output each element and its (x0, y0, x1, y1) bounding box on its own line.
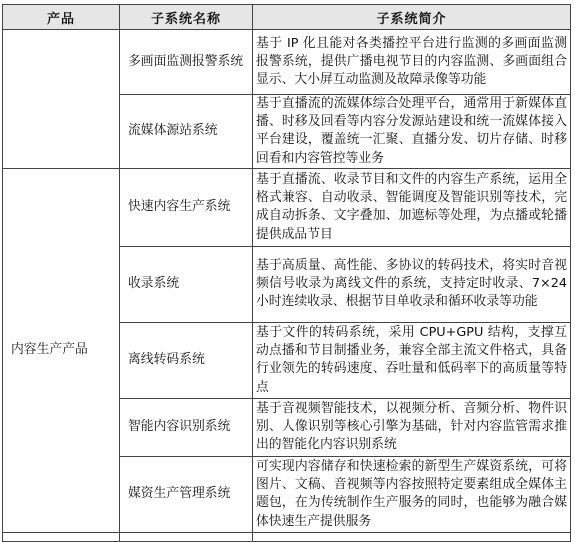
subsystem-desc: 基于直播流、收录节目和文件的内容生产系统，运用全格式兼容、自动收录、智能调度及智能识别等技术，完成自动拆条、文字叠加、加遮标等处理，为点播或轮播提供成品节目 (253, 168, 571, 246)
header-subsystem-name: 子系统名称 (120, 5, 253, 30)
subsystem-desc: 基于直播流的流媒体综合处理平台，通常用于新媒体直播、时移及回看等内容分发源站建设和统一流媒体接入平台建设，覆盖统一汇聚、直播分发、切片存储、时移回看和内容管控等业务 (253, 95, 571, 169)
subsystem-name: 媒资生产管理系统 (120, 456, 253, 532)
table-header-row (3, 5, 571, 30)
subsystem-name: 智能内容识别系统 (120, 398, 253, 456)
partial-cell (253, 532, 571, 541)
subsystem-name: 快速内容生产系统 (120, 168, 253, 246)
subsystem-name: 流媒体源站系统 (120, 95, 253, 169)
header-product: 产品 (3, 5, 120, 30)
product-table (2, 4, 571, 542)
subsystem-desc: 基于文件的转码系统，采用 CPU+GPU 结构，支撑互动点播和节目制播业务，兼容全部主流文件格式，具备行业领先的转码速度、吞吐量和低码率下的高质量等特点 (253, 322, 571, 398)
table-row (3, 168, 571, 246)
table-row-partial (3, 532, 571, 541)
subsystem-name: 多画面监测报警系统 (120, 30, 253, 95)
subsystem-name: 离线转码系统 (120, 322, 253, 398)
subsystem-desc: 基于 IP 化且能对各类播控平台进行监测的多画面监测报警系统，提供广播电视节目的内容监测、多画面组合显示、大小屏互动监测及故障录像等功能 (253, 30, 571, 95)
table-row (3, 30, 571, 95)
product-cell-top (3, 30, 120, 169)
subsystem-name: 收录系统 (120, 246, 253, 322)
subsystem-desc: 基于高质量、高性能、多协议的转码技术，将实时音视频信号收录为离线文件的系统，支持定时收录、7×24 小时连续收录、根据节目单收录和循环收录等功能 (253, 246, 571, 322)
partial-cell (3, 532, 120, 541)
partial-cell (120, 532, 253, 541)
subsystem-desc: 可实现内容储存和快速检索的新型生产媒资系统，可将图片、文稿、音视频等内容按照特定要素组成全媒体主题包，在为传统制作生产服务的同时，也能够为融合媒体快速生产提供服务 (253, 456, 571, 532)
product-cell-content-production: 内容生产产品 (3, 168, 120, 532)
subsystem-desc: 基于音视频智能技术，以视频分析、音频分析、物件识别、人像识别等核心引擎为基础，针对内容监管需求推出的智能化内容识别系统 (253, 398, 571, 456)
header-subsystem-intro: 子系统简介 (253, 5, 571, 30)
